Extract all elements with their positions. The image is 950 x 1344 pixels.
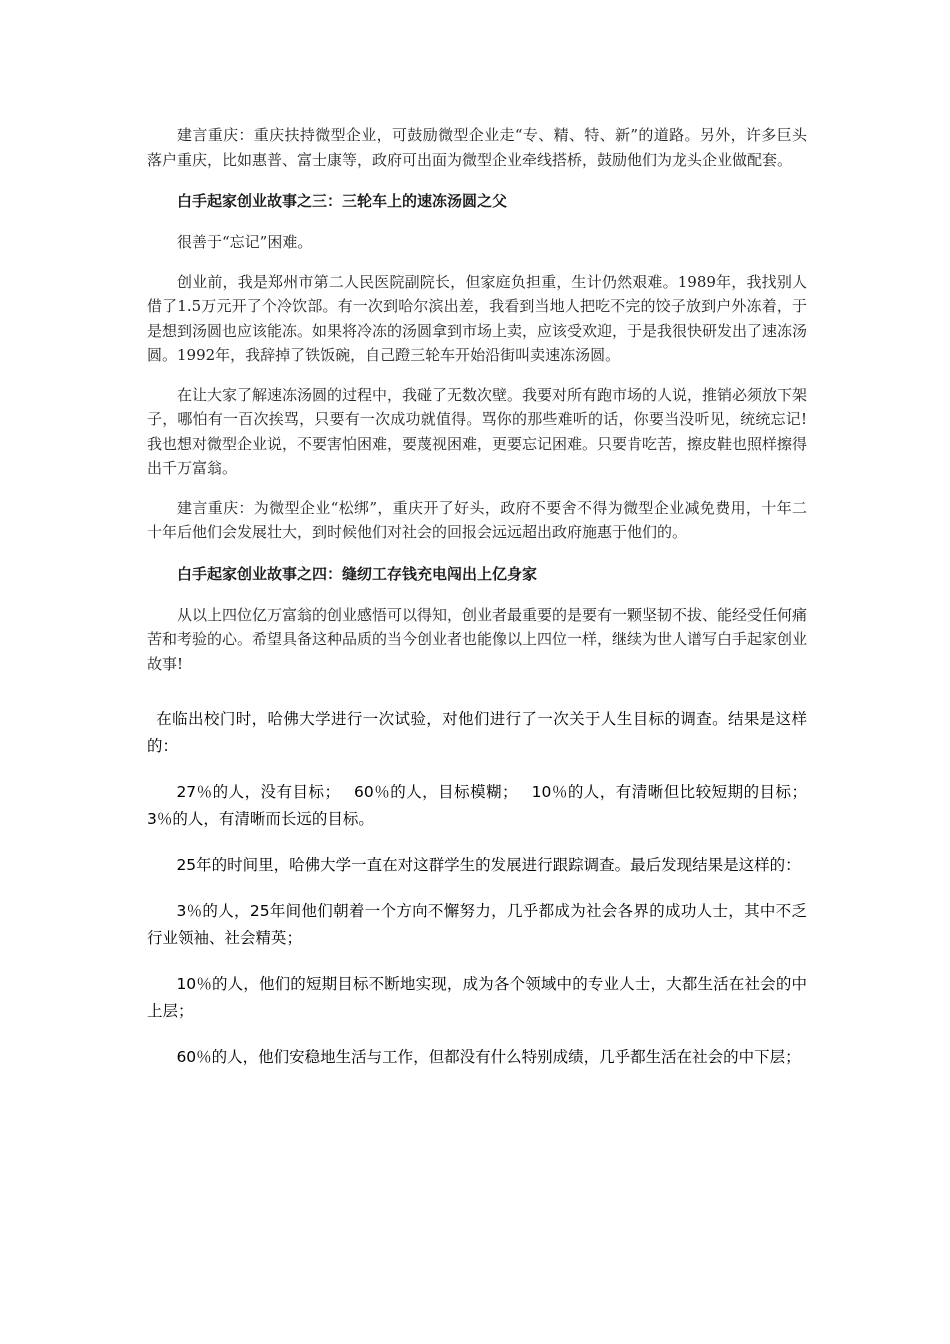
paragraph-market-process: 在让大家了解速冻汤圆的过程中，我碰了无数次壁。我要对所有跑市场的人说，推销必须放下架子，哪怕有一百次挨骂，只要有一次成功就值得。骂你的那些难听的话，你要当没听见，统统忘记!我也想对微型企业说，不要害怕困难，要蔑视困难，更要忘记困难。只要肯吃苦，擦皮鞋也照样擦得出千万富翁。 — [147, 385, 808, 477]
paragraph-forget-difficulty: 很善于“忘记”困难。 — [177, 233, 313, 251]
paragraph-tracking: 25年的时间里，哈佛大学一直在对这群学生的发展进行跟踪调查。最后发现结果是这样的： — [176, 856, 801, 874]
paragraph-advice-chongqing-1: 建言重庆：重庆扶持微型企业，可鼓励微型企业走“专、精、特、新”的道路。另外，许多巨头落户重庆，比如惠普、富士康等，政府可出面为微型企业牵线搭桥，鼓励他们为龙头企业做配套。 — [147, 126, 807, 169]
paragraph-harvard-intro: 在临出校门时，哈佛大学进行一次试验，对他们进行了一次关于人生目标的调查。结果是这样的： — [147, 710, 807, 755]
paragraph-result-60-percent: 60％的人，他们安稳地生活与工作，但都没有什么特别成绩，几乎都生活在社会的中下层； — [176, 1048, 801, 1066]
spacer — [147, 676, 807, 706]
paragraph-result-10-percent: 10％的人，他们的短期目标不断地实现，成为各个领域中的专业人士，大都生活在社会的中上层； — [147, 975, 807, 1020]
document-body — [147, 123, 807, 1071]
paragraph-result-3-percent: 3％的人，25年间他们朝着一个方向不懈努力，几乎都成为社会各界的成功人士，其中不乏行业领袖、社会精英； — [147, 902, 807, 947]
heading-story-three: 白手起家创业故事之三：三轮车上的速冻汤圆之父 — [177, 192, 508, 210]
paragraph-before-startup: 创业前，我是郑州市第二人民医院副院长，但家庭负担重，生计仍然艰难。1989年，我找别人借了1.5万元开了个冷饮部。有一次到哈尔滨出差，我看到当地人把吃不完的饺子放到户外冻着，于是想到汤圆也应该能冻。如果将冷冻的汤圆拿到市场上卖，应该受欢迎，于是我很快研发出了速冻汤圆。1992年，我辞掉了铁饭碗，自己蹬三轮车开始沿街叫卖速冻汤圆。 — [147, 272, 808, 364]
paragraph-advice-chongqing-2: 建言重庆：为微型企业“松绑”，重庆开了好头，政府不要舍不得为微型企业减免费用，十年二十年后他们会发展壮大，到时候他们对社会的回报会远远超出政府施惠于他们的。 — [147, 498, 807, 541]
paragraph-conclusion: 从以上四位亿万富翁的创业感悟可以得知，创业者最重要的是要有一颗坚韧不拔、能经受任何痛苦和考验的心。希望具备这种品质的当今创业者也能像以上四位一样，继续为世人谱写白手起家创业故事! — [147, 605, 808, 673]
heading-story-four: 白手起家创业故事之四：缝纫工存钱充电闯出上亿身家 — [177, 564, 538, 583]
paragraph-survey-groups: 27％的人，没有目标； 60％的人，目标模糊； 10％的人，有清晰但比较短期的目标；3％的人，有清晰而长远的目标。 — [147, 783, 807, 828]
